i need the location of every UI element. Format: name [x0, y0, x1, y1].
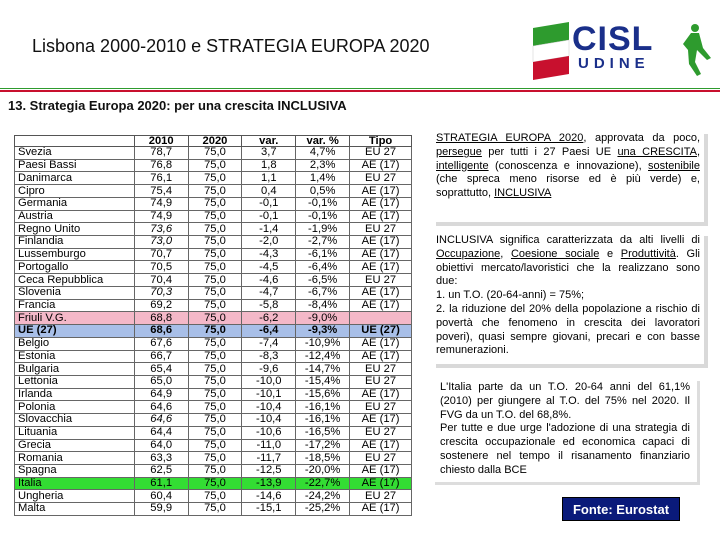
cell-2010: 70,7 — [134, 248, 188, 261]
italy-paragraph-1: L'Italia parte da un T.O. 20-64 anni del 61,1% (2010) per giungere al T.O. del 75% nel 2020. Il FVG da un T.O. del 68,8%. — [440, 381, 690, 421]
cell-tipo: AE (17) — [350, 350, 412, 363]
logo-cisl-text: CISL — [572, 20, 654, 58]
cell-2010: 60,4 — [134, 490, 188, 503]
cell-2010: 64,6 — [134, 414, 188, 427]
cell-var: -10,4 — [242, 401, 296, 414]
cell-var-percent: 0,5% — [296, 185, 350, 198]
cell-tipo: AE (17) — [350, 503, 412, 516]
cell-tipo: EU 27 — [350, 375, 412, 388]
table-header-row — [15, 136, 412, 147]
cell-var-percent: -10,9% — [296, 337, 350, 350]
cell-2020: 75,0 — [188, 261, 242, 274]
cell-var-percent: -6,5% — [296, 274, 350, 287]
table-row — [15, 363, 412, 376]
cell-tipo: AE (17) — [350, 439, 412, 452]
table-row — [15, 337, 412, 350]
logo-udine-text: UDINE — [578, 55, 650, 72]
cell-var: -4,7 — [242, 286, 296, 299]
table-row — [15, 248, 412, 261]
cell-2020: 75,0 — [188, 439, 242, 452]
cell-2020: 75,0 — [188, 452, 242, 465]
cell-var: -11,0 — [242, 439, 296, 452]
cell-2010: 59,9 — [134, 503, 188, 516]
cell-country: Francia — [15, 299, 135, 312]
cell-var-percent: -20,0% — [296, 464, 350, 477]
cell-var-percent: -9,0% — [296, 312, 350, 325]
cell-var-percent: -18,5% — [296, 452, 350, 465]
cell-country: Romania — [15, 452, 135, 465]
table-row — [15, 159, 412, 172]
cell-2020: 75,0 — [188, 375, 242, 388]
cell-tipo: EU 27 — [350, 223, 412, 236]
text-span: (conoscenza e innovazione), — [488, 159, 649, 172]
table-row — [15, 236, 412, 249]
cell-country: UE (27) — [15, 325, 135, 338]
cell-tipo: AE (17) — [350, 248, 412, 261]
cell-country: Cipro — [15, 185, 135, 198]
objective-2: 2. la riduzione del 20% della popolazione a rischio di povertà che fenomeno in crescita dei lavoratori poveri), quasi sempre giovani, precari e con basse remunerazioni. — [436, 302, 700, 357]
cell-tipo: UE (27) — [350, 325, 412, 338]
italy-paragraph-2: Per tutte e due urge l'adozione di una strategia di crescita occupazionale ed economica capaci di sostenere nel tempo il risanamento finanziario chiesto dalla BCE — [440, 422, 690, 476]
table-row — [15, 197, 412, 210]
cell-2010: 67,6 — [134, 337, 188, 350]
table-row — [15, 325, 412, 338]
cell-var-percent: -16,5% — [296, 426, 350, 439]
cell-2010: 76,1 — [134, 172, 188, 185]
cell-country: Spagna — [15, 464, 135, 477]
cell-tipo: AE (17) — [350, 286, 412, 299]
text-span: Occupazione — [436, 247, 501, 260]
cell-country: Portogallo — [15, 261, 135, 274]
italy-text-box — [432, 378, 697, 482]
table-row — [15, 426, 412, 439]
cell-tipo: AE (17) — [350, 414, 412, 427]
cell-var: -10,1 — [242, 388, 296, 401]
text-span: Produttività — [620, 247, 676, 260]
cell-2010: 61,1 — [134, 477, 188, 490]
cell-var-percent: -9,3% — [296, 325, 350, 338]
cell-var: -4,6 — [242, 274, 296, 287]
header-tipo: Tipo — [350, 136, 412, 147]
header-country — [15, 136, 135, 147]
table-row — [15, 490, 412, 503]
cell-var: 0,4 — [242, 185, 296, 198]
cell-var: -4,3 — [242, 248, 296, 261]
cell-tipo: AE (17) — [350, 464, 412, 477]
table-row — [15, 223, 412, 236]
cell-2010: 69,2 — [134, 299, 188, 312]
text-span: sostenibile — [648, 159, 700, 172]
cell-country: Germania — [15, 197, 135, 210]
cell-country: Austria — [15, 210, 135, 223]
cell-2010: 73,0 — [134, 236, 188, 249]
cell-2020: 75,0 — [188, 210, 242, 223]
cell-var-percent: 1,4% — [296, 172, 350, 185]
cell-2020: 75,0 — [188, 503, 242, 516]
cell-var: 1,1 — [242, 172, 296, 185]
header-var-percent: var. % — [296, 136, 350, 147]
cell-2010: 63,3 — [134, 452, 188, 465]
cell-2010: 62,5 — [134, 464, 188, 477]
cell-tipo: EU 27 — [350, 401, 412, 414]
section-subtitle: 13. Strategia Europa 2020: per una crescita INCLUSIVA — [8, 98, 347, 113]
cell-2020: 75,0 — [188, 414, 242, 427]
text-span: e — [599, 247, 621, 260]
table-row — [15, 452, 412, 465]
cell-var-percent: -2,7% — [296, 236, 350, 249]
cell-tipo: AE (17) — [350, 261, 412, 274]
cell-var-percent: -6,1% — [296, 248, 350, 261]
table-row — [15, 375, 412, 388]
cell-2010: 75,4 — [134, 185, 188, 198]
cell-var-percent: -0,1% — [296, 197, 350, 210]
cell-tipo: AE (17) — [350, 197, 412, 210]
cell-var-percent: -15,6% — [296, 388, 350, 401]
table-row — [15, 299, 412, 312]
cell-tipo: AE (17) — [350, 337, 412, 350]
cell-2020: 75,0 — [188, 464, 242, 477]
text-span: . Gli obiettivi mercato/lavoristici che la realizzano sono due: — [436, 247, 700, 288]
text-span: una CRESCITA — [617, 145, 697, 158]
slide-title: Lisbona 2000-2010 e STRATEGIA EUROPA 2020 — [32, 36, 430, 56]
cell-country: Paesi Bassi — [15, 159, 135, 172]
header-divider — [0, 88, 720, 92]
objective-1: 1. un T.O. (20-64-anni) = 75%; — [436, 289, 585, 302]
cell-tipo: EU 27 — [350, 147, 412, 160]
cell-tipo: AE (17) — [350, 236, 412, 249]
cell-var-percent: -16,1% — [296, 401, 350, 414]
cell-var: -10,4 — [242, 414, 296, 427]
cell-2010: 74,9 — [134, 197, 188, 210]
cell-country: Lituania — [15, 426, 135, 439]
text-span: , — [696, 145, 701, 158]
cell-2010: 64,0 — [134, 439, 188, 452]
text-span: , — [500, 247, 511, 260]
cell-country: Polonia — [15, 401, 135, 414]
flag-emblem-icon — [533, 22, 569, 80]
cell-2020: 75,0 — [188, 286, 242, 299]
cell-2020: 75,0 — [188, 223, 242, 236]
cell-2020: 75,0 — [188, 490, 242, 503]
source-label: Fonte: Eurostat — [562, 497, 680, 521]
cell-country: Bulgaria — [15, 363, 135, 376]
cell-var: -9,6 — [242, 363, 296, 376]
table-row — [15, 401, 412, 414]
cell-2020: 75,0 — [188, 236, 242, 249]
header-var: var. — [242, 136, 296, 147]
table-row — [15, 388, 412, 401]
table-row — [15, 261, 412, 274]
cell-2020: 75,0 — [188, 185, 242, 198]
cell-tipo: EU 27 — [350, 490, 412, 503]
cell-var-percent: -6,7% — [296, 286, 350, 299]
cell-2020: 75,0 — [188, 299, 242, 312]
cell-2020: 75,0 — [188, 159, 242, 172]
cell-2010: 68,8 — [134, 312, 188, 325]
cell-country: Friuli V.G. — [15, 312, 135, 325]
table-row — [15, 439, 412, 452]
cell-2020: 75,0 — [188, 350, 242, 363]
cell-var-percent: 4,7% — [296, 147, 350, 160]
runner-figure-icon — [683, 24, 711, 76]
text-span: , approvata da poco, — [583, 132, 700, 144]
cell-country: Danimarca — [15, 172, 135, 185]
strategy-title: STRATEGIA EUROPA 2020 — [436, 132, 584, 144]
cell-var: 1,8 — [242, 159, 296, 172]
cell-var: -11,7 — [242, 452, 296, 465]
table-row — [15, 172, 412, 185]
cell-var-percent: -17,2% — [296, 439, 350, 452]
cell-2020: 75,0 — [188, 248, 242, 261]
cell-var-percent: -0,1% — [296, 210, 350, 223]
cell-tipo — [350, 312, 412, 325]
cell-2020: 75,0 — [188, 477, 242, 490]
cell-tipo: AE (17) — [350, 477, 412, 490]
cell-2020: 75,0 — [188, 325, 242, 338]
cell-2010: 73,6 — [134, 223, 188, 236]
cell-var-percent: -8,4% — [296, 299, 350, 312]
cell-var: -10,0 — [242, 375, 296, 388]
cell-2020: 75,0 — [188, 312, 242, 325]
cell-tipo: AE (17) — [350, 159, 412, 172]
cell-2020: 75,0 — [188, 388, 242, 401]
cell-var: 3,7 — [242, 147, 296, 160]
cell-var-percent: -16,1% — [296, 414, 350, 427]
cell-var-percent: -24,2% — [296, 490, 350, 503]
cell-2010: 68,6 — [134, 325, 188, 338]
cell-2010: 70,5 — [134, 261, 188, 274]
cell-tipo: EU 27 — [350, 452, 412, 465]
cell-2020: 75,0 — [188, 426, 242, 439]
cell-tipo: EU 27 — [350, 426, 412, 439]
cell-var: -6,4 — [242, 325, 296, 338]
cell-tipo: AE (17) — [350, 185, 412, 198]
cell-2020: 75,0 — [188, 197, 242, 210]
cell-2010: 64,4 — [134, 426, 188, 439]
cell-2010: 64,9 — [134, 388, 188, 401]
cell-var-percent: -6,4% — [296, 261, 350, 274]
cell-country: Malta — [15, 503, 135, 516]
cell-tipo: EU 27 — [350, 172, 412, 185]
cell-country: Regno Unito — [15, 223, 135, 236]
cell-var-percent: -14,7% — [296, 363, 350, 376]
table-row — [15, 503, 412, 516]
cell-var: -0,1 — [242, 197, 296, 210]
header-2010: 2010 — [134, 136, 188, 147]
cell-2020: 75,0 — [188, 401, 242, 414]
cell-country: Italia — [15, 477, 135, 490]
cell-country: Irlanda — [15, 388, 135, 401]
employment-table — [14, 135, 412, 516]
cell-country: Estonia — [15, 350, 135, 363]
cell-country: Belgio — [15, 337, 135, 350]
cell-var: -1,4 — [242, 223, 296, 236]
cell-var-percent: -1,9% — [296, 223, 350, 236]
cell-country: Finlandia — [15, 236, 135, 249]
cell-country: Grecia — [15, 439, 135, 452]
cell-2010: 70,4 — [134, 274, 188, 287]
cell-var: -8,3 — [242, 350, 296, 363]
table-row — [15, 210, 412, 223]
header-2020: 2020 — [188, 136, 242, 147]
table-row — [15, 147, 412, 160]
cell-tipo: AE (17) — [350, 388, 412, 401]
table-row — [15, 274, 412, 287]
cell-var: -2,0 — [242, 236, 296, 249]
cell-country: Lettonia — [15, 375, 135, 388]
cell-country: Svezia — [15, 147, 135, 160]
cell-var-percent: -12,4% — [296, 350, 350, 363]
table-row — [15, 286, 412, 299]
cell-var-percent: -25,2% — [296, 503, 350, 516]
table-row — [15, 464, 412, 477]
cell-country: Ceca Repubblica — [15, 274, 135, 287]
cell-country: Slovenia — [15, 286, 135, 299]
text-span: persegue — [436, 145, 482, 158]
cell-var: -6,2 — [242, 312, 296, 325]
table-row — [15, 312, 412, 325]
text-span: INCLUSIVA — [494, 187, 552, 200]
cell-2020: 75,0 — [188, 274, 242, 287]
cell-2010: 70,3 — [134, 286, 188, 299]
cell-2020: 75,0 — [188, 337, 242, 350]
cell-2010: 74,9 — [134, 210, 188, 223]
inclusiva-text-box — [432, 232, 704, 364]
cell-var-percent: -15,4% — [296, 375, 350, 388]
text-span: intelligente — [436, 159, 489, 172]
cell-2010: 66,7 — [134, 350, 188, 363]
cell-2010: 65,0 — [134, 375, 188, 388]
cell-tipo: EU 27 — [350, 274, 412, 287]
text-span: per tutti i 27 Paesi UE — [481, 145, 618, 158]
cell-2020: 75,0 — [188, 172, 242, 185]
cell-var: -13,9 — [242, 477, 296, 490]
cell-var: -7,4 — [242, 337, 296, 350]
cell-country: Lussemburgo — [15, 248, 135, 261]
cell-var: -10,6 — [242, 426, 296, 439]
text-span: INCLUSIVA significa caratterizzata da alti livelli di — [436, 234, 700, 246]
text-span: Coesione sociale — [510, 247, 600, 260]
cell-var: -5,8 — [242, 299, 296, 312]
cell-var-percent: 2,3% — [296, 159, 350, 172]
cell-tipo: EU 27 — [350, 363, 412, 376]
strategy-text-box — [432, 130, 704, 222]
table-row — [15, 477, 412, 490]
cell-var: -15,1 — [242, 503, 296, 516]
cell-var: -0,1 — [242, 210, 296, 223]
cell-2020: 75,0 — [188, 147, 242, 160]
cell-country: Slovacchia — [15, 414, 135, 427]
cell-2010: 64,6 — [134, 401, 188, 414]
cell-var-percent: -22,7% — [296, 477, 350, 490]
cell-tipo: AE (17) — [350, 210, 412, 223]
text-span: (che spreca meno risorse ed è più verde) e, soprattutto, — [436, 173, 700, 200]
table-row — [15, 414, 412, 427]
cell-country: Ungheria — [15, 490, 135, 503]
cell-var: -12,5 — [242, 464, 296, 477]
cell-2020: 75,0 — [188, 363, 242, 376]
cell-var: -14,6 — [242, 490, 296, 503]
cell-var: -4,5 — [242, 261, 296, 274]
cell-2010: 78,7 — [134, 147, 188, 160]
table-row — [15, 350, 412, 363]
table-row — [15, 185, 412, 198]
cell-2010: 65,4 — [134, 363, 188, 376]
cell-tipo: AE (17) — [350, 299, 412, 312]
cell-2010: 76,8 — [134, 159, 188, 172]
